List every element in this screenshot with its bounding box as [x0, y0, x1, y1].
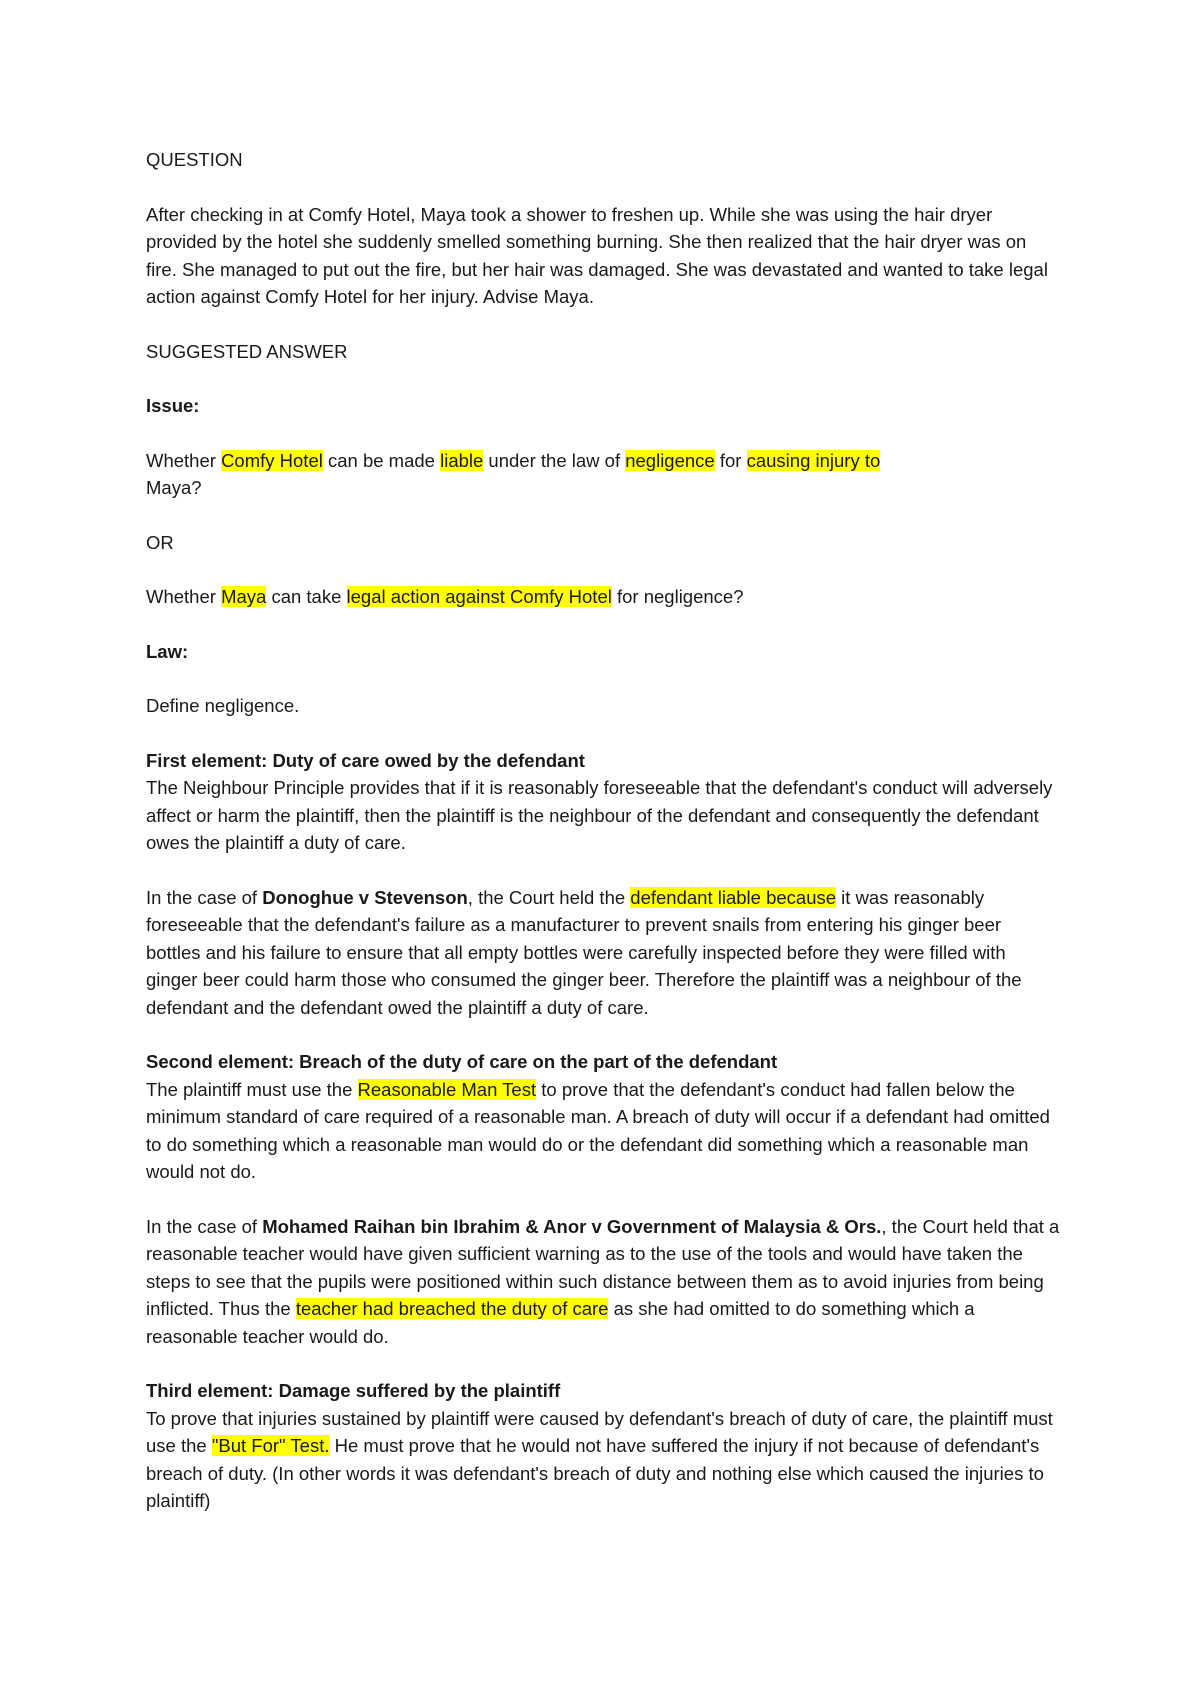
- donoghue-case-paragraph: [146, 884, 1060, 1022]
- issue2-text-3: for negligence?: [611, 586, 744, 607]
- highlight-liable: liable: [440, 449, 484, 471]
- question-heading: QUESTION: [146, 149, 243, 170]
- issue2-text-2: can take: [266, 586, 347, 607]
- second-element-heading: Second element: Breach of the duty of care on the part of the defendant: [146, 1051, 778, 1072]
- second-text-2: to prove that the defendant's conduct had fallen below the minimum standard of care required of a reasonable man. A breach of duty will occur if a defendant had omitted to do something which a reasonable man would do or the defendant did something which a reasonable man would not do.: [146, 1078, 1050, 1182]
- issue-statement-1: [146, 447, 1060, 502]
- case-name-donoghue: Donoghue v Stevenson: [262, 886, 468, 908]
- case2-text-3: as she had omitted to do something which a reasonable teacher would do.: [146, 1298, 975, 1347]
- third-element-heading: Third element: Damage suffered by the plaintiff: [146, 1380, 561, 1401]
- or-label: OR: [146, 531, 174, 553]
- question-text: After checking in at Comfy Hotel, Maya took a shower to freshen up. While she was using the hair dryer provided by the hotel she suddenly smelled something burning. She then realized that the hair dryer was on fire. She managed to put out the fire, but her hair was damaged. She was devastated and wanted to take legal action against Comfy Hotel for her injury. Advise Maya.: [146, 203, 1048, 307]
- highlight-comfy-hotel: Comfy Hotel: [221, 449, 323, 471]
- highlight-reasonable-man-test: Reasonable Man Test: [357, 1078, 537, 1100]
- highlight-causing-injury: causing injury to: [746, 449, 881, 471]
- second-text-1: The plaintiff must use the: [146, 1078, 358, 1100]
- highlight-but-for-test: "But For" Test.: [211, 1435, 330, 1456]
- case1-text-2: , the Court held the: [467, 886, 631, 908]
- issue1-text-1: Whether: [146, 449, 222, 471]
- define-negligence: Define negligence.: [146, 695, 300, 716]
- highlight-legal-action: legal action against Comfy Hotel: [346, 586, 612, 607]
- law-label: Law:: [146, 640, 189, 662]
- issue-label: Issue:: [146, 395, 200, 416]
- issue2-text-1: Whether: [146, 586, 222, 607]
- highlight-defendant-liable: defendant liable because: [630, 886, 837, 908]
- case2-text-2: , the Court held that a reasonable teacher would have given sufficient warning as to the use of the tools and would have taken the steps to see that the pupils were positioned within such distance between them as to avoid injuries from being inflicted. Thus the: [146, 1215, 1060, 1319]
- issue-statement-2: [146, 583, 1060, 611]
- highlight-teacher-breached: teacher had breached the duty of care: [295, 1298, 609, 1319]
- third-text-2: He must prove that he would not have suffered the injury if not because of defendant's breach of duty. (In other words it was defendant's breach of duty and nothing else which caused the injuries to plaintiff): [146, 1435, 1044, 1511]
- suggested-answer-heading: SUGGESTED ANSWER: [146, 340, 348, 362]
- highlight-negligence: negligence: [625, 449, 715, 471]
- first-element-text: The Neighbour Principle provides that if it is reasonably foreseeable that the defendant's conduct will adversely affect or harm the plaintiff, then the plaintiff is the neighbour of the defendant and consequently the defendant owes the plaintiff a duty of care.: [146, 777, 1053, 853]
- issue1-text-2: can be made: [322, 449, 441, 471]
- case1-text-1: In the case of: [146, 886, 263, 908]
- third-element-text: [146, 1405, 1060, 1515]
- raihan-case-paragraph: [146, 1213, 1060, 1351]
- case2-text-1: In the case of: [146, 1215, 263, 1237]
- first-element-heading: First element: Duty of care owed by the defendant: [146, 749, 585, 771]
- issue1-text-3: under the law of: [483, 449, 626, 471]
- second-element-text: [146, 1076, 1060, 1186]
- issue1-text-5: Maya?: [146, 477, 202, 498]
- highlight-maya: Maya: [221, 586, 267, 607]
- issue1-text-4: for: [714, 449, 747, 471]
- case-name-raihan: Mohamed Raihan bin Ibrahim & Anor v Government of Malaysia & Ors.: [262, 1215, 882, 1237]
- third-text-1: To prove that injuries sustained by plaintiff were caused by defendant's breach of duty of care, the plaintiff must use the: [146, 1407, 1053, 1456]
- case1-text-3: it was reasonably foreseeable that the defendant's failure as a manufacturer to prevent snails from entering his ginger beer bottles and his failure to ensure that all empty bottles were carefully inspected before they were filled with ginger beer could harm those who consumed the ginger beer. Therefore the plaintiff was a neighbour of the defendant and the defendant owed the plaintiff a duty of care.: [146, 886, 1022, 1018]
